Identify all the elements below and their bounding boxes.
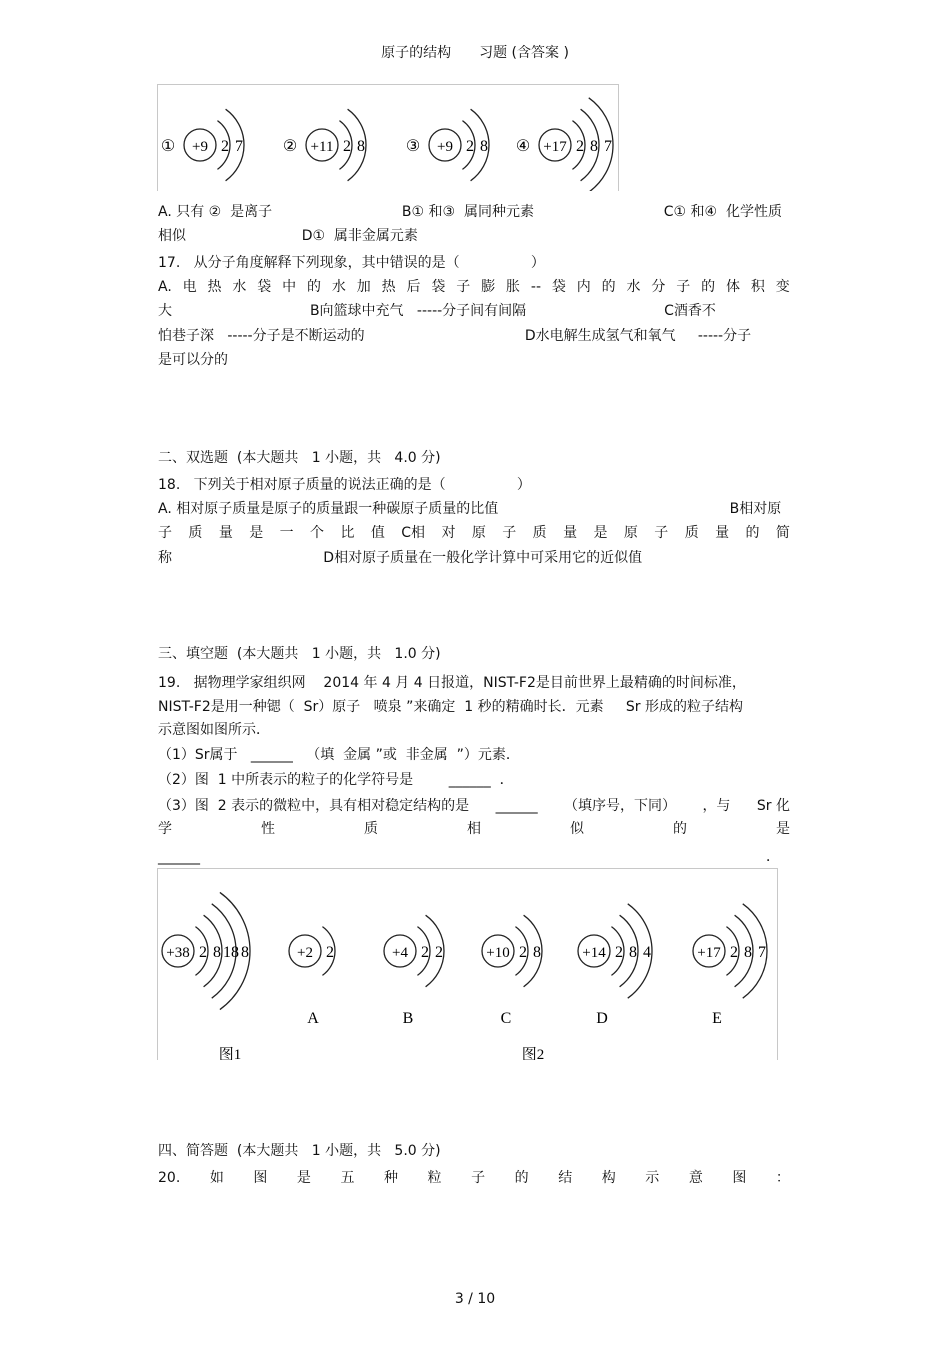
q20-token: 结 <box>558 1170 573 1186</box>
q20-token: 构 <box>601 1170 616 1186</box>
q19-part4 <box>158 820 790 838</box>
q17-line1-token: 水 <box>626 279 641 295</box>
shell-electron-count: 8 <box>744 944 752 961</box>
nucleus-charge: +11 <box>310 139 334 155</box>
q19-part4-token: 相 <box>467 821 481 837</box>
q19-part3-c: ，与 <box>702 798 731 814</box>
q17-line1-token: 水 <box>331 279 346 295</box>
q19-part3 <box>158 797 790 815</box>
q17-line1-token: 的 <box>701 279 716 295</box>
q17-line1-token: 袋 <box>431 279 446 295</box>
atom-diagram <box>184 109 244 181</box>
nucleus-charge: +17 <box>697 945 721 961</box>
shell-electron-count: 8 <box>357 138 365 155</box>
q19-part2: （2）图 1 中所表示的粒子的化学符号是 ______ ． <box>158 772 514 788</box>
q17-line1-token: 子 <box>456 279 471 295</box>
shell-electron-count: 2 <box>343 138 351 155</box>
shell-electron-count: 2 <box>615 944 623 961</box>
shell-electron-count: 2 <box>730 944 738 961</box>
q17-line1-token: 热 <box>207 279 222 295</box>
atom-diagram <box>289 927 335 976</box>
q17-line1-token: 变 <box>775 279 790 295</box>
shell-electron-count: 2 <box>519 944 527 961</box>
shell-electron-count: 7 <box>758 944 766 961</box>
q20-token: 子 <box>471 1170 486 1186</box>
q17-line1-token: 积 <box>750 279 765 295</box>
q17-line1-token: 膨 <box>481 279 496 295</box>
q20-token: 意 <box>688 1170 703 1186</box>
shell-electron-count: 2 <box>435 944 443 961</box>
atom-diagram <box>539 98 613 191</box>
q19-part4-token: 质 <box>364 821 378 837</box>
nucleus-charge: +4 <box>392 945 408 961</box>
q19-part1: （1）Sr属于 ______ （填 金属 ”或 非金属 ”）元素． <box>158 747 520 763</box>
q19-part4-token: 学 <box>158 821 172 837</box>
q17-line1-token: 袋 <box>551 279 566 295</box>
atom-diagram <box>384 915 444 987</box>
particle-letter-label: A <box>307 1010 319 1027</box>
nucleus-charge: +9 <box>437 139 453 155</box>
shell-electron-count: 8 <box>241 944 249 961</box>
particle-letter-label: D <box>596 1010 608 1027</box>
atom-diagram <box>306 109 366 181</box>
atom-diagram <box>693 904 767 998</box>
q19-line1: 19. 据物理学家组织网 2014 年 4 月 4 日报道，NIST-F2是目前世界上最精确的时间标准， <box>158 675 746 691</box>
atom-diagram <box>578 904 652 998</box>
q17-line1-token: 子 <box>676 279 691 295</box>
q20-token: ： <box>775 1170 790 1186</box>
page-header: 原子的结构 习题 (含答案 ) <box>381 45 569 61</box>
q18-line2-token: 子 <box>502 525 517 541</box>
nucleus-charge: +14 <box>582 945 606 961</box>
q17-line1-token: 胀 <box>506 279 521 295</box>
q20-token: 图 <box>732 1170 747 1186</box>
q19-part4-token: 是 <box>776 821 790 837</box>
q16-option-c: C① 和④ 化学性质 <box>663 204 782 220</box>
particle-letter-label: C <box>500 1010 512 1027</box>
particle-letter-label: E <box>712 1010 722 1027</box>
q18-line2-token: 量 <box>563 525 578 541</box>
q19-line2: NIST-F2是用一种锶（ Sr）原子 喷泉 ”来确定 1 秒的精确时长．元素 Sr 形成的粒子结构 <box>158 699 743 715</box>
q17-stem: 17. 从分子角度解释下列现象，其中错误的是（ ） <box>158 255 545 271</box>
q18-line2-token: 子 <box>158 525 172 541</box>
q18-line2-token: 质 <box>532 525 547 541</box>
q17-line1-token: 中 <box>282 279 297 295</box>
atom-diagram <box>482 915 542 987</box>
q18-line2-token: 原 <box>471 525 486 541</box>
figure-1-caption: 图1 <box>218 1047 242 1060</box>
q17-line1-token: 电 <box>182 279 197 295</box>
shell-electron-count: 8 <box>213 944 221 961</box>
q17-line4: 是可以分的 <box>158 352 228 368</box>
q18-line2-token: 质 <box>684 525 699 541</box>
nucleus-charge: +38 <box>166 945 190 961</box>
q19-part3-a: （3）图 2 表示的微粒中，具有相对稳定结构的是 <box>158 798 470 814</box>
q16-options-line2: 相似 D① 属非金属元素 <box>158 228 418 244</box>
figure-2-caption: 图2 <box>521 1047 545 1060</box>
shell-electron-count: 2 <box>421 944 429 961</box>
q17-line1-token: A. <box>158 279 172 295</box>
q18-line2-token: 是 <box>249 525 264 541</box>
q17-line1-token: 热 <box>381 279 396 295</box>
shell-electron-count: 7 <box>235 138 243 155</box>
section-3-heading: 三、填空题 (本大题共 1 小题，共 1.0 分) <box>158 646 441 662</box>
q18-line2-token: 质 <box>188 525 203 541</box>
q17-line1-token: 水 <box>232 279 247 295</box>
q18-line2-token: 一 <box>279 525 294 541</box>
q19-part3-blank: ______ <box>495 798 538 814</box>
q18-line3: 称 D相对原子质量在一般化学计算中可采用它的近似值 <box>158 550 643 566</box>
section-2-heading: 二、双选题 (本大题共 1 小题，共 4.0 分) <box>158 450 441 466</box>
q19-part3-b: （填序号，下同） <box>564 798 677 814</box>
atom-number-label: ① <box>160 138 176 155</box>
shell-electron-count: 8 <box>629 944 637 961</box>
shell-electron-count: 2 <box>221 138 229 155</box>
figure-2-svg <box>158 869 777 1060</box>
q19-line3: 示意图如图所示． <box>158 722 270 738</box>
nucleus-charge: +2 <box>297 945 313 961</box>
shell-electron-count: 2 <box>576 138 584 155</box>
figure-1-svg <box>158 85 618 191</box>
q18-line2-token: 个 <box>310 525 325 541</box>
q17-line1-token: 内 <box>576 279 591 295</box>
q18-line2-token: C相 <box>401 525 426 541</box>
q17-line1-token: 的 <box>307 279 322 295</box>
q20-token: 五 <box>340 1170 355 1186</box>
q19-part4-token: 的 <box>673 821 687 837</box>
q18-line2-token: 对 <box>441 525 456 541</box>
q17-line1-token: 体 <box>726 279 741 295</box>
shell-electron-count: 8 <box>590 138 598 155</box>
q19-part4-token: 似 <box>570 821 584 837</box>
q18-line2-token: 是 <box>593 525 608 541</box>
shell-electron-count: 18 <box>223 944 239 961</box>
q19-part4-token: 性 <box>261 821 275 837</box>
q18-stem: 18. 下列关于相对原子质量的说法正确的是（ ） <box>158 477 531 493</box>
shell-electron-count: 8 <box>533 944 541 961</box>
q18-line2-token: 子 <box>654 525 669 541</box>
q20-token: 是 <box>296 1170 311 1186</box>
q20-stem <box>158 1169 790 1187</box>
shell-electron-count: 2 <box>466 138 474 155</box>
q18-line2-token: 简 <box>775 525 790 541</box>
q18-line2 <box>158 524 790 542</box>
q18-line2-token: 原 <box>623 525 638 541</box>
q20-token: 种 <box>384 1170 398 1186</box>
section-4-heading: 四、简答题 (本大题共 1 小题，共 5.0 分) <box>158 1143 441 1159</box>
q19-part5-end: ． <box>766 849 780 865</box>
q20-token: 图 <box>253 1170 268 1186</box>
q20-token: 粒 <box>427 1170 442 1186</box>
shell-electron-count: 7 <box>604 138 612 155</box>
q19-part5 <box>158 848 780 866</box>
nucleus-charge: +17 <box>543 139 567 155</box>
q18-line2-token: 的 <box>745 525 760 541</box>
atom-diagram <box>429 109 489 181</box>
nucleus-charge: +10 <box>486 945 510 961</box>
q17-line1-token: 加 <box>356 279 371 295</box>
atom-diagram <box>162 892 250 1009</box>
q19-part3-d: Sr 化 <box>756 798 790 814</box>
q17-line1-token: 的 <box>601 279 616 295</box>
shell-electron-count: 8 <box>480 138 488 155</box>
particle-letter-label: B <box>402 1010 414 1027</box>
atom-number-label: ③ <box>405 138 421 155</box>
q20-token: 的 <box>514 1170 529 1186</box>
q20-token: 20. <box>158 1170 181 1186</box>
page-number: 3 / 10 <box>454 1291 496 1307</box>
shell-electron-count: 4 <box>643 944 651 961</box>
q17-line1-token: 后 <box>406 279 421 295</box>
q19-part5-blank: ______ <box>158 849 200 865</box>
atom-number-label: ② <box>282 138 298 155</box>
figure-1-atom-diagrams <box>157 84 619 191</box>
q16-options-line1 <box>158 203 790 221</box>
shell-electron-count: 2 <box>326 944 334 961</box>
q17-line1 <box>158 278 790 296</box>
shell-electron-count: 2 <box>199 944 207 961</box>
q17-line1-token: -- <box>530 279 542 295</box>
nucleus-charge: +9 <box>192 139 208 155</box>
q17-line2: 大 B向篮球中充气 -----分子间有间隔 C酒香不 <box>158 303 716 319</box>
q16-option-a: A. 只有 ② 是离子 <box>158 204 273 220</box>
figure-2-atom-diagrams <box>157 868 778 1060</box>
q18-line2-token: 量 <box>218 525 233 541</box>
q16-option-b: B① 和③ 属同种元素 <box>401 204 534 220</box>
q18-line2-token: 比 <box>340 525 355 541</box>
q20-token: 如 <box>209 1170 224 1186</box>
q18-line2-token: 量 <box>715 525 730 541</box>
q17-line3: 怕巷子深 -----分子是不断运动的 D水电解生成氢气和氧气 -----分子 <box>158 328 752 344</box>
q20-token: 示 <box>645 1170 660 1186</box>
atom-number-label: ④ <box>515 138 531 155</box>
q18-line2-token: 值 <box>370 525 385 541</box>
q18-line1: A. 相对原子质量是原子的质量跟一种碳原子质量的比值 B相对原 <box>158 501 782 517</box>
q17-line1-token: 分 <box>651 279 666 295</box>
q17-line1-token: 袋 <box>257 279 272 295</box>
